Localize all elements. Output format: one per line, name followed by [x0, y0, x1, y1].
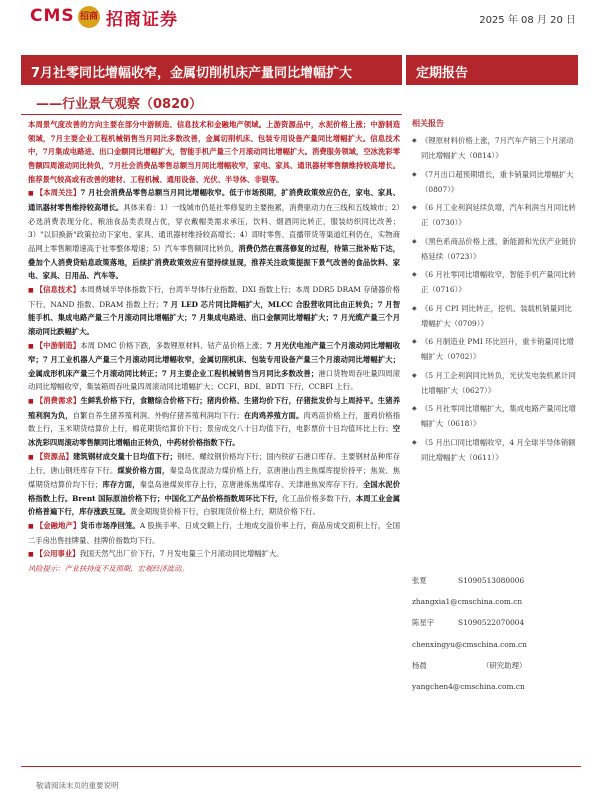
related-report-link[interactable]: ◆ 《5 月工企利润同比转负，光伏发电装机累计同比增幅扩大（0627）》 [412, 368, 578, 398]
section-tag: 【消费需求】 [35, 396, 81, 406]
section-focus: ■ 【本周关注】7 月社会消费品零售总额当月同比增幅收窄。低于市场预期，扩消费政策效应仍在，家电、家具、通讯器材零售维持较高增长。具体来看：1）一线城市仍是社零修复的主要拖累，消费驱动力在三线和五线城市；2）必选消费表现分化，粮油食品类表现占优，穿衣戴帽类需求承压，饮料、烟酒同比转正，服装纺织同比改善；3）"以旧换新"政策拉动下家电、家具、通讯器材维持较高增长；4）即时零售、直播带货等渠道红利仍在，实物商品网上零售额增速高于社零整体增速；5）汽车零售额同比转负，消费仍然在震荡修复的过程，待第三批补贴下达，叠加个人消费贷贴息政策落地，后续扩消费政策效应有望持续显现，推荐关注政策提振下景气改善的食品饮料、家电、家具、日用品、汽车等。 [28, 188, 401, 281]
section-tag: 【公用事业】 [35, 549, 80, 559]
report-type-bar [406, 55, 578, 85]
related-reports-list [412, 133, 578, 465]
analyst-name: 陈星宇 [412, 618, 435, 628]
analyst-id: S1090513080006 [458, 576, 525, 585]
related-reports-heading: 相关报告 [412, 118, 444, 128]
section-tag: 【金融地产】 [35, 521, 81, 531]
analyst-row [412, 612, 582, 633]
footer-divider [21, 766, 581, 767]
company-logo [8, 4, 228, 30]
analyst-role: （研究助理） [482, 660, 527, 670]
section-tag: 【中游制造】 [35, 340, 81, 350]
square-bullet-icon: ■ [28, 398, 34, 406]
section-utilities: ■ 【公用事业】我国天然气出厂价下行，7 月发电量三个月滚动同比增幅扩大。 [28, 549, 284, 559]
square-bullet-icon: ■ [28, 523, 34, 531]
related-report-link[interactable]: ◆ 《黑色系商品价格上涨，新能源和光伏产业链价格延续（0723）》 [412, 234, 578, 264]
analyst-row [412, 655, 582, 676]
square-bullet-icon: ■ [28, 551, 34, 559]
analyst-email[interactable]: chenxingyu@cmschina.com.cn [412, 639, 527, 649]
related-report-link[interactable]: ◆ 《5 月社零同比增幅扩大，集成电路产量同比增幅扩大（0618）》 [412, 401, 578, 431]
section-tag: 【信息技术】 [35, 284, 80, 294]
page-subtitle: ——行业景气观察（0820） [36, 97, 203, 112]
section-tag: 【资源品】 [35, 451, 73, 461]
analyst-name: 张夏 [412, 576, 427, 585]
risk-warning: 风险提示：产业扶持度不及预期，宏观经济波动。 [28, 564, 189, 573]
report-body [28, 118, 400, 576]
analyst-email[interactable]: yangchen4@cmschina.com.cn [412, 682, 525, 692]
footer-note: 敬请阅读末页的重要说明 [36, 781, 119, 790]
section-resources: ■ 【资源品】建筑钢材成交量十日均值下行；钢坯、螺纹钢价格均下行；国内铁矿石港口库存、主要钢材品种库存上行，唐山钢坯库存下行。煤炭价格方面，秦皇岛优混动力煤价格上行，京唐港山西主焦煤库提价持平；焦炭、焦煤期货结算价均下行；库存方面，秦皇岛港煤炭库存上行，京唐港炼焦煤库存、天津港焦炭库存下行。全国水泥价格指数上行。Brent 国际原油价格下行；中国化工产品价格指数周环比下行，化工品价格多数下行，本周工业金属价格普遍下行，库存涨跌互现。黄金期现货价格下行，白银现货价格上行，期货价格下行。 [28, 451, 401, 517]
logo-latin: CMS [30, 6, 75, 26]
analyst-row [412, 570, 582, 591]
summary-paragraph: 本周景气度改善的方向主要在部分中游制造、信息技术和金融地产领域。上游资源品中，水泥价格上涨；中游制造领域，7月主要企业工程机械销售当月同比多数改善，金属切削机床、包装专用设备产量同比增幅扩大。信息技术中，7月集成电路进、出口金额同比增幅扩大，智能手机产量三个月滚动同比增幅扩大。消费服务领域，空冰洗彩零售额四周滚动同比转负，7月社会消费品零售总额当月同比增幅收窄，家电、家具、通讯器材零售额维持较高增长。推荐景气较高或有改善的建材、工程机械、通用设备、光伏、半导体、非银等。 [28, 120, 400, 184]
related-report-link[interactable]: ◆ 《6 月工业利润延续负增，汽车利润当月同比转正（0730）》 [412, 200, 578, 230]
section-consumption: ■ 【消费需求】生鲜乳价格下行，食糖综合价格下行；猪肉价格、生猪均价下行，仔猪批发价与上周持平。生猪养殖利润为负，自繁自养生猪养殖利润、外购仔猪养殖利润均下行；在肉鸡养殖方面。肉鸡苗价格上行，蛋鸡价格指数上行，玉米期货结算价上行，棉花期货结算价下行；景房成交八十日均值下行，电影票价十日均值环比上行；空冰洗彩四周滚动零售额同比增幅由正转负，中药材价格指数下行。 [28, 396, 401, 448]
logo-mark-icon: 招商 [78, 6, 100, 28]
section-tag: 【本周关注】 [35, 188, 81, 198]
analyst-contacts [412, 570, 582, 697]
section-finance-realestate: ■ 【金融地产】货币市场净回笼。A 股换手率、日成交额上行，土地成交溢价率上行，商品房成交面积上行，全国二手房出售挂牌量、挂牌价指数均下行。 [28, 521, 401, 545]
title-bar [21, 55, 402, 85]
related-reports [412, 118, 578, 468]
analyst-id: S1090522070004 [458, 618, 525, 628]
related-report-link[interactable]: ◆ 《5 月出口同比增幅收窄，4 月全球半导体销额同比增幅扩大（0611）》 [412, 435, 578, 465]
page-title: 7月社零同比增幅收窄，金属切削机床产量同比增幅扩大 [31, 66, 353, 81]
related-report-link[interactable]: ◆ 《6 月社零同比增幅收窄，智能手机产量同比转正（0716）》 [412, 267, 578, 297]
square-bullet-icon: ■ [28, 453, 34, 461]
related-report-link[interactable]: ◆ 《7月出口超预期增长，重卡销量同比增幅扩大（0807）》 [412, 167, 578, 197]
report-type-label: 定期报告 [416, 66, 469, 81]
square-bullet-icon: ■ [28, 342, 34, 350]
square-bullet-icon: ■ [28, 190, 34, 198]
logo-chinese: 招商证券 [106, 10, 178, 30]
title-divider [21, 114, 402, 115]
related-report-link[interactable]: ◆ 《锂原材料价格上涨，7月汽车产销三个月滚动同比增幅扩大（0814）》 [412, 133, 578, 163]
analyst-email[interactable]: zhangxia1@cmschina.com.cn [412, 597, 523, 607]
page-header [0, 0, 600, 34]
square-bullet-icon: ■ [28, 286, 34, 294]
related-report-link[interactable]: ◆ 《6 月 CPI 同比转正，挖机、装载机销量同比增幅扩大（0709）》 [412, 301, 578, 331]
section-info-tech: ■ 【信息技术】本周费城半导体指数下行，台湾半导体行业指数、DXI 指数上行；本周 DDR5 DRAM 存储器价格下行，NAND 指数、DRAM 指数上行；7 月 LED 芯片同比降幅扩大，MLCC 合股营收同比由正转负；7 月智能手机、集成电路产量三个月滚动同比增幅扩大；7 月集成电路进、出口金额同比增幅扩大；7 月光缆产量三个月滚动同比跌幅扩大。 [28, 284, 400, 336]
section-midstream: ■ 【中游制造】本周 DMC 价格下跌，多数锂原材料、钴产品价格上涨；7 月光伏电池产量三个月滚动同比增幅收窄；7 月工业机器人产量三个月滚动同比增幅收窄，金属切削机床、包装专用设备产量三个月滚动同比增幅扩大；金属成形机床产量三个月滚动同比转正；7 月主要企业工程机械销售当月同比多数改善；港口货物周吞吐量四周滚动同比增幅收窄，集装箱周吞吐量四周滚动同比增幅扩大；CCFI、BDI、BDTI 下行，CCBFI 上行。 [28, 340, 401, 392]
related-report-link[interactable]: ◆ 《6 月制造业 PMI 环比回升，重卡销量同比增幅扩大（0702）》 [412, 334, 578, 364]
report-date: 2025 年 08 月 20 日 [479, 15, 576, 26]
analyst-name: 杨晨 [412, 660, 427, 670]
